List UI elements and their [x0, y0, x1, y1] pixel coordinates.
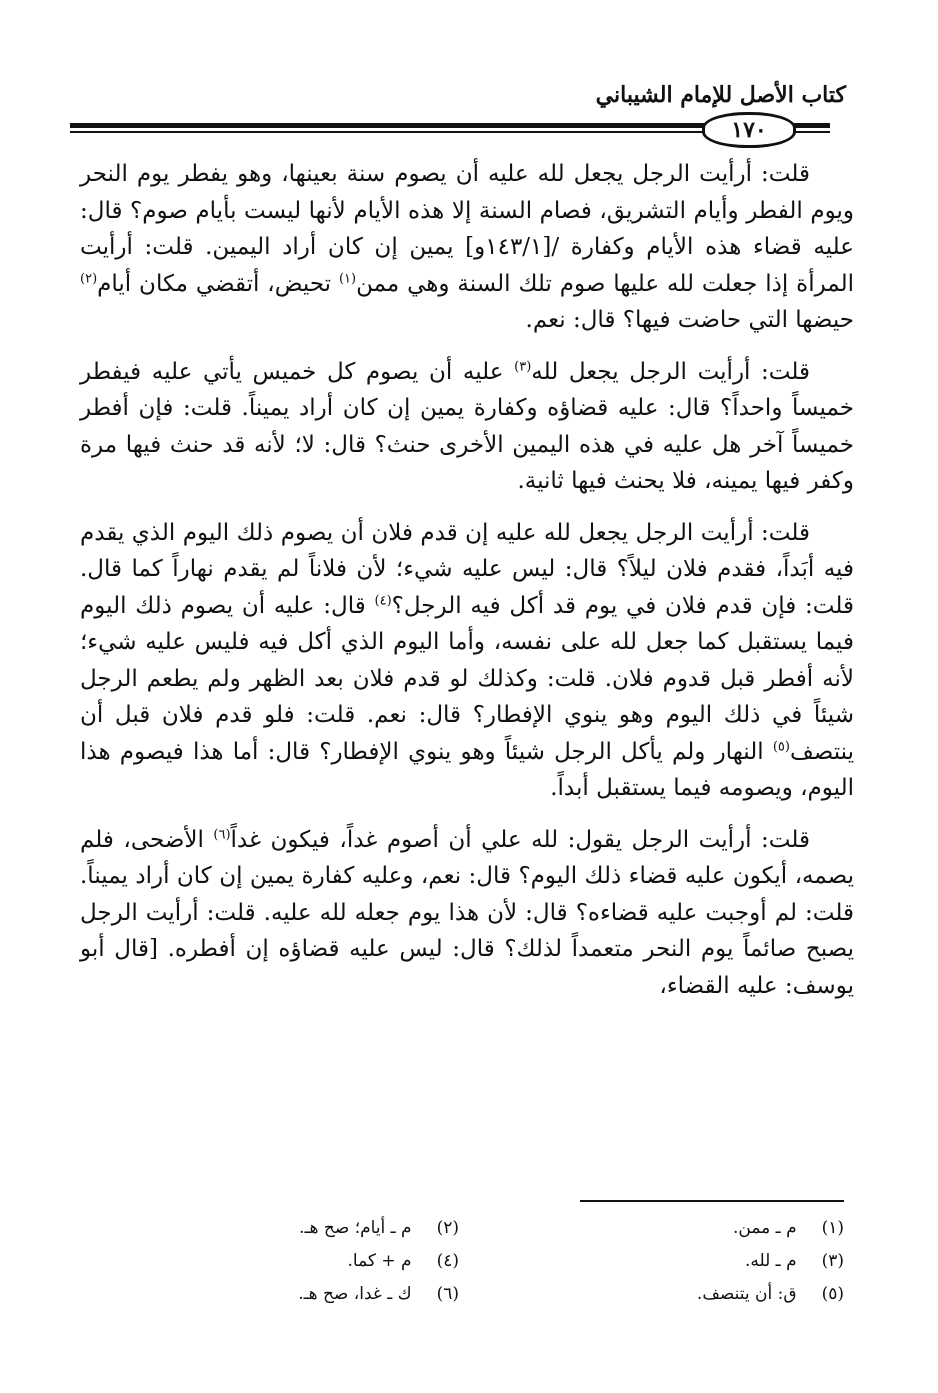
- paragraph-text: تحيض، أتقضي مكان أيام: [97, 270, 339, 297]
- footnote-text: م ـ لله.: [744, 1251, 797, 1271]
- footnote-number: (٣): [821, 1251, 844, 1271]
- page-number: ١٧٠: [731, 117, 767, 143]
- footnote-text: م ـ ممن.: [733, 1218, 797, 1238]
- footnote-marker-4: (٤): [374, 592, 392, 608]
- paragraph-text: قلت: أرأيت الرجل يجعل لله: [531, 358, 810, 385]
- footnote-marker-3: (٣): [514, 358, 532, 374]
- main-text: [80, 156, 854, 1019]
- footnote-number: (٤): [436, 1251, 459, 1271]
- page-number-badge: [702, 112, 796, 148]
- footnote-number: (١): [821, 1218, 844, 1238]
- paragraph-2: [80, 354, 854, 500]
- footnote-marker-1: (١): [338, 270, 357, 286]
- footnote-item: [169, 1212, 459, 1245]
- footnote-item: [554, 1278, 844, 1311]
- paragraph-text: حيضها التي حاضت فيها؟ قال: نعم.: [525, 307, 854, 333]
- footnote-marker-2: (٢): [80, 270, 98, 286]
- paragraph-text: عليه أن يصوم كل خميس يأتي عليه فيفطر خميساً واحداً؟ قال: عليه قضاؤه وكفارة يمين إن كان أراد يميناً. قلت: فإن أفطر خميساً آخر هل عليه في هذه اليمين الأخرى حنث؟ قال: لا؛ لأنه قد حنث فيها مرة وكفر فيها يمينه، فلا يحنث فيها ثانية.: [80, 358, 854, 494]
- footnote-number: (٦): [436, 1284, 459, 1304]
- running-header-title: كتاب الأصل للإمام الشيباني: [595, 82, 846, 108]
- footnote-item: [169, 1278, 459, 1311]
- footnote-separator: [580, 1200, 844, 1202]
- footnote-number: (٥): [821, 1284, 844, 1304]
- paragraph-text: الأضحى، فلم يصمه، أيكون عليه قضاء ذلك اليوم؟ قال: نعم، وعليه كفارة يمين إن كان أراد يميناً. قلت: لم أوجبت عليه قضاءه؟ قال: لأن هذا يوم جعله لله عليه. قلت: أرأيت الرجل يصبح صائماً يوم النحر متعمداً لذلك؟ قال: ليس عليه قضاؤه إن أفطره. [قال أبو يوسف: عليه القضاء،: [80, 826, 854, 999]
- paragraph-4: [80, 822, 854, 1005]
- paragraph-text: قلت: أرأيت الرجل يجعل لله عليه إن قدم فلان أن يصوم ذلك اليوم الذي يقدم فيه أبَداً، فقدم فلان ليلاً؟ قال: ليس عليه شيء؛ لأن فلاناً لم يقدم نهاراً كما قال. قلت: فإن قدم فلان في يوم قد أكل فيه الرجل؟: [80, 519, 854, 619]
- footnote-text: ق: أن يتنصف.: [696, 1284, 797, 1304]
- paragraph-text: قلت: أرأيت الرجل يجعل لله عليه أن يصوم سنة بعينها، وهو يفطر يوم النحر ويوم الفطر وأيام التشريق، فصام السنة إلا هذه الأيام لأنها ليست بأيام صوم؟ قال: عليه قضاء هذه الأيام وكفارة /[١٤٣/١و] يمين إن كان أراد اليمين. قلت: أرأيت المرأة إذا جعلت لله عليها صوم تلك السنة وهي ممن: [80, 161, 855, 297]
- footnote-text: م + كما.: [347, 1251, 412, 1271]
- paragraph-text: قال: عليه أن يصوم ذلك اليوم فيما يستقبل كما جعل لله على نفسه، وأما اليوم الذي أكل فيه فليس عليه شيء؛ لأنه أفطر قبل قدوم فلان. قلت: وكذلك لو قدم فلان بعد الظهر ولم يطعم الرجل شيئاً في ذلك اليوم وهو ينوي الإفطار؟ قال: نعم. قلت: فلو قدم فلان قبل أن ينتصف: [80, 592, 854, 765]
- paragraph-text: قلت: أرأيت الرجل يقول: لله علي أن أصوم غداً، فيكون غداً: [230, 826, 810, 853]
- footnote-marker-5: (٥): [772, 738, 790, 754]
- paragraph-3: [80, 515, 854, 807]
- paragraph-text: النهار ولم يأكل الرجل شيئاً وهو ينوي الإفطار؟ قال: أما هذا فيصوم هذا اليوم، ويصومه فيما يستقبل أبداً.: [80, 738, 854, 801]
- footnote-text: ك ـ غدا، صح هـ.: [298, 1284, 412, 1304]
- footnotes-right-column: [554, 1212, 844, 1311]
- footnote-item: [169, 1245, 459, 1278]
- footnote-item: [554, 1212, 844, 1245]
- footnote-item: [554, 1245, 844, 1278]
- footnote-number: (٢): [436, 1218, 459, 1238]
- footnote-text: م ـ أيام؛ صح هـ.: [299, 1218, 412, 1238]
- footnote-marker-6: (٦): [213, 826, 231, 842]
- footnotes-left-column: [169, 1212, 459, 1311]
- paragraph-1: [80, 156, 854, 339]
